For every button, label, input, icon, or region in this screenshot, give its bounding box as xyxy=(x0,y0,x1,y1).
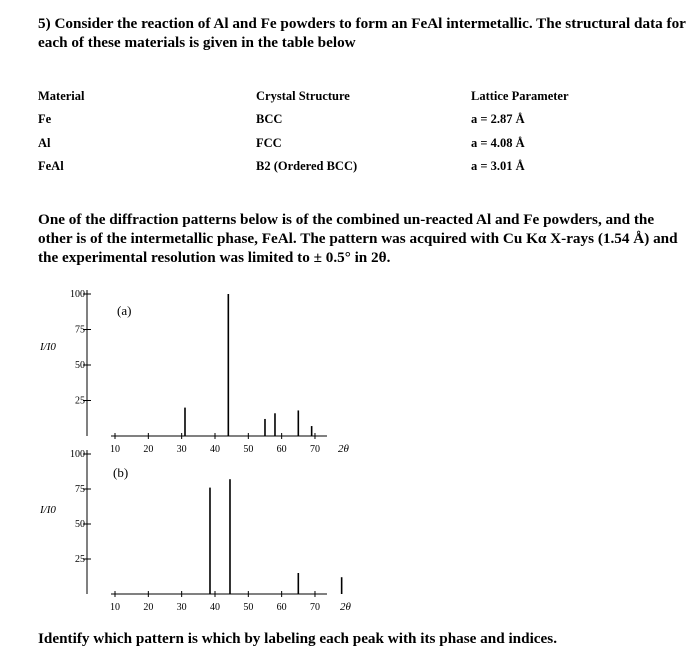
question-intro: 5) Consider the reaction of Al and Fe powders to form an FeAl intermetallic. The structural data for each of these materials is given in the table below xyxy=(38,15,686,51)
diffraction-panel-a xyxy=(39,289,350,455)
diffraction-panel-b xyxy=(39,449,352,613)
x-tick-label: 60 xyxy=(276,602,287,613)
header-material: Material xyxy=(38,89,85,103)
cell-feal-lattice: a = 3.01 Å xyxy=(471,159,525,173)
x-axis-label: 2θ xyxy=(340,601,351,613)
x-tick-label: 50 xyxy=(243,444,254,455)
x-tick-label: 30 xyxy=(176,444,187,455)
question-paragraph: One of the diffraction patterns below is of the combined un-reacted Al and Fe powders, and the other is of the intermetallic phase, FeAl. The pattern was acquired with Cu Kα X-rays (1.54 Å) and the experimental resolution was limited to ± 0.5° in 2θ. xyxy=(38,211,678,266)
x-tick-label: 20 xyxy=(143,444,154,455)
y-tick-label: 25 xyxy=(75,395,85,407)
y-tick-label: 100 xyxy=(70,449,85,460)
x-tick-label: 10 xyxy=(110,444,120,455)
x-axis-label: 2θ xyxy=(338,443,349,455)
cell-feal-structure: B2 (Ordered BCC) xyxy=(256,159,358,173)
cell-fe-lattice: a = 2.87 Å xyxy=(471,112,525,126)
y-tick-label: 100 xyxy=(70,289,85,300)
y-axis-label: I/I0 xyxy=(40,341,56,353)
x-tick-label: 10 xyxy=(110,602,120,613)
x-tick-label: 40 xyxy=(209,444,220,455)
y-tick-label: 25 xyxy=(75,554,85,565)
header-crystal-structure: Crystal Structure xyxy=(256,89,350,103)
y-tick-label: 75 xyxy=(75,484,85,495)
x-tick-label: 50 xyxy=(243,602,254,613)
y-tick-label: 50 xyxy=(75,360,85,371)
cell-al-material: Al xyxy=(38,136,51,150)
cell-feal-material: FeAl xyxy=(38,159,64,173)
x-tick-label: 30 xyxy=(176,602,187,613)
x-tick-label: 60 xyxy=(276,444,287,455)
cell-fe-material: Fe xyxy=(38,112,52,126)
question-instruction: Identify which pattern is which by labeling each peak with its phase and indices. xyxy=(38,630,557,647)
x-tick-label: 40 xyxy=(209,602,220,613)
header-lattice-parameter: Lattice Parameter xyxy=(471,89,569,103)
x-tick-label: 20 xyxy=(143,602,154,613)
y-tick-label: 75 xyxy=(75,324,85,336)
y-tick-label: 50 xyxy=(75,519,85,530)
cell-fe-structure: BCC xyxy=(256,112,283,126)
x-tick-label: 70 xyxy=(309,602,320,613)
cell-al-structure: FCC xyxy=(256,136,282,150)
x-tick-label: 70 xyxy=(309,444,320,455)
cell-al-lattice: a = 4.08 Å xyxy=(471,136,525,150)
y-axis-label: I/I0 xyxy=(40,504,56,516)
panel-label: (b) xyxy=(113,465,129,480)
panel-label: (a) xyxy=(117,303,132,318)
